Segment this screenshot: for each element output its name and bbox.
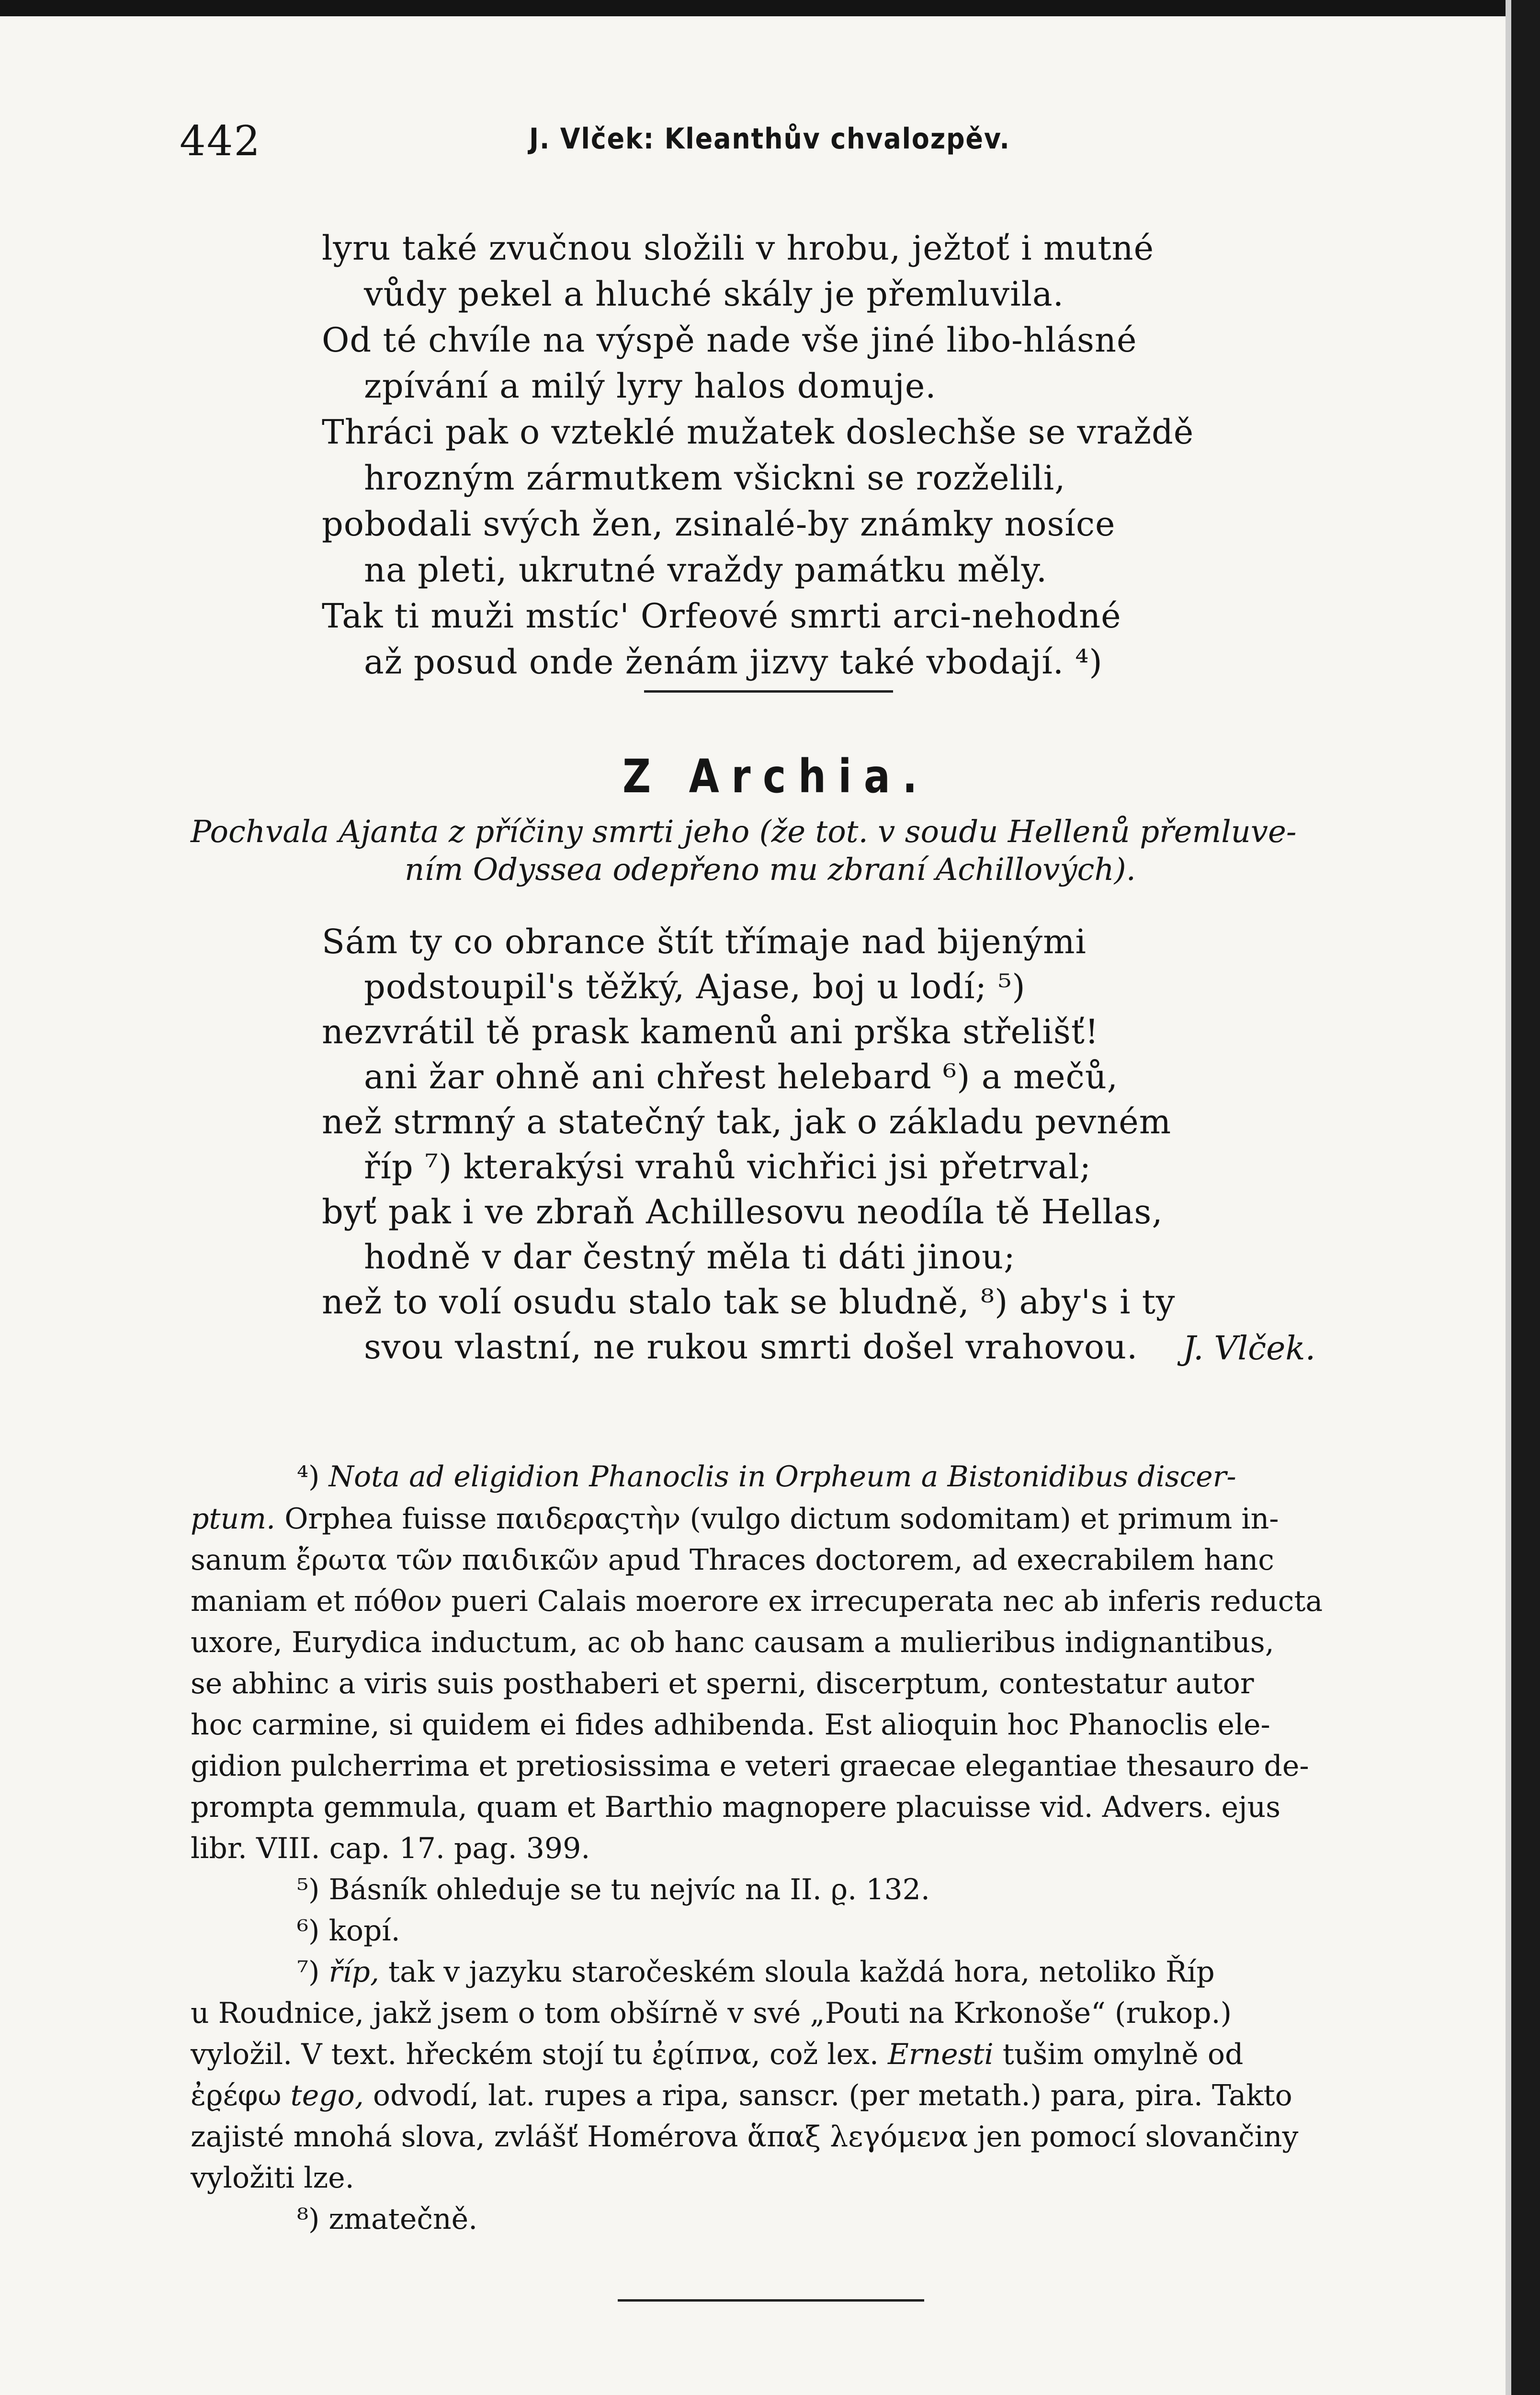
footnote-4-line: hoc carmine, si quidem ei fides adhibenda. Est alioquin hoc Phanoclis ele- [191, 1708, 1270, 1742]
poem1-line: zpívání a milý lyry halos domuje. [364, 366, 937, 406]
footnote-4-line [191, 1498, 1279, 1540]
scan-edge-right-inner [1506, 0, 1511, 2395]
signature: J. Vlček. [1183, 1330, 1316, 1368]
footnote-text: Nota ad eligidion Phanoclis in Orpheum a Bistonidibus discer- [328, 1460, 1236, 1494]
footnote-7-line [191, 2034, 1243, 2075]
poem1-line: Tak ti muži mstíc' Orfeové smrti arci-nehodné [322, 596, 1121, 636]
footnote-4 [297, 1456, 1236, 1497]
poem1-line: na pleti, ukrutné vraždy památku měly. [364, 550, 1048, 590]
section-subtitle-line: ním Odyssea odepřeno mu zbraní Achillových). [405, 852, 1136, 888]
page-number: 442 [180, 117, 261, 165]
poem2-line: byť pak i ve zbraň Achillesovu neodíla tě Hellas, [322, 1192, 1163, 1232]
footnote-text: ἐϱέφω [191, 2079, 291, 2112]
footnote-4-line: se abhinc a viris suis posthaberi et sperni, discerptum, contestatur autor [191, 1667, 1254, 1700]
footnote-6: ⁶) kopí. [297, 1914, 400, 1948]
footnote-text: odvodí, lat. rupes a ripa, sanscr. (per metath.) para, pira. Takto [363, 2079, 1292, 2112]
poem2-line: podstoupil's těžký, Ajase, boj u lodí; ⁵) [364, 967, 1026, 1006]
scan-edge-top [0, 0, 1540, 16]
footnote-4-line: sanum ἔρωτα τῶν παιδικῶν apud Thraces doctorem, ad execrabilem hanc [191, 1543, 1274, 1577]
footnote-text: ptum. [191, 1502, 276, 1536]
poem1-line: Od té chvíle na výspě nade vše jiné libo-hlásné [322, 320, 1137, 360]
footnote-text: Ernesti [888, 2038, 994, 2071]
page-header [180, 108, 1396, 170]
footnote-text: tego, [290, 2079, 364, 2112]
footnote-4-line: uxore, Eurydica inductum, ac ob hanc causam a mulieribus indignantibus, [191, 1626, 1274, 1659]
footnote-mark: ⁷) [297, 1955, 329, 1989]
footnote-7-line [191, 2075, 1292, 2116]
poem1-line: Thráci pak o vzteklé mužatek doslechše se vraždě [322, 412, 1194, 452]
footnote-8: ⁸) zmatečně. [297, 2202, 478, 2236]
poem2-line: než to volí osudu stalo tak se bludně, ⁸) aby's i ty [322, 1282, 1176, 1322]
footnote-7-line: zajisté mnohá slova, zvlášť Homérova ἅπαξ λεγόμενα jen pomocí slovančiny [191, 2120, 1299, 2154]
footnote-4-line: maniam et πόθον pueri Calais moerore ex irrecuperata nec ab inferis reducta [191, 1585, 1323, 1618]
poem2-line: ani žar ohně ani chřest helebard ⁶) a mečů, [364, 1057, 1119, 1096]
poem2-line: říp ⁷) kterakýsi vrahů vichřici jsi přetrval; [364, 1147, 1092, 1186]
footnote-4-line: libr. VIII. cap. 17. pag. 399. [191, 1832, 590, 1865]
poem2-line: než strmný a statečný tak, jak o základu pevném [322, 1102, 1172, 1141]
footnote-text: tušim omylně od [993, 2038, 1244, 2071]
footnote-text: tak v jazyku staročeském sloula každá hora, netoliko Říp [379, 1955, 1215, 1989]
footnote-4-line: prompta gemmula, quam et Barthio magnopere placuisse vid. Advers. ejus [191, 1791, 1281, 1824]
footnote-text: Orphea fuisse παιδεραςτὴν (vulgo dictum sodomitam) et primum in- [275, 1502, 1279, 1536]
footnote-7-line: u Roudnice, jakž jsem o tom obšírně v své „Pouti na Krkonoše“ (rukop.) [191, 1996, 1232, 2030]
poem1-line: až posud onde ženám jizvy také vbodají. ⁴) [364, 642, 1103, 682]
footnote-5: ⁵) Básník ohleduje se tu nejvíc na II. ϱ. 132. [297, 1873, 930, 1906]
poem2-line: hodně v dar čestný měla ti dáti jinou; [364, 1237, 1016, 1277]
footnote-7-line: vyložiti lze. [191, 2161, 354, 2195]
scan-edge-right [1511, 0, 1540, 2395]
section-subtitle-line: Pochvala Ajanta z příčiny smrti jeho (že tot. v soudu Hellenů přemluve- [191, 814, 1297, 850]
footnote-text: říp, [328, 1955, 379, 1989]
poem1-line: hrozným zármutkem všickni se rozželili, [364, 458, 1066, 498]
end-rule [618, 2299, 924, 2302]
poem2-line: Sám ty co obrance štít třímaje nad bijenými [322, 922, 1087, 961]
poem2-line: svou vlastní, ne rukou smrti došel vrahovou. [364, 1327, 1138, 1367]
footnote-7 [297, 1951, 1215, 1993]
poem1-line: lyru také zvučnou složili v hrobu, ježtoť i mutné [322, 228, 1154, 268]
footnote-mark: ⁴) [297, 1460, 329, 1494]
section-title: Z Archia. [623, 750, 929, 803]
poem1-line: pobodali svých žen, zsinalé-by známky nosíce [322, 504, 1116, 544]
poem2-line: nezvrátil tě prask kamenů ani prška střelišť! [322, 1012, 1099, 1051]
section-divider [644, 690, 893, 693]
footnote-4-line: gidion pulcherrima et pretiosissima e veteri graecae elegantiae thesauro de- [191, 1749, 1309, 1783]
poem1-line: vůdy pekel a hluché skály je přemluvila. [364, 274, 1064, 314]
footnote-text: vyložil. V text. hřeckém stojí tu ἐϱίπνα, což lex. [191, 2038, 888, 2071]
running-head: J. Vlček: Kleanthův chvalozpěv. [529, 122, 1010, 156]
